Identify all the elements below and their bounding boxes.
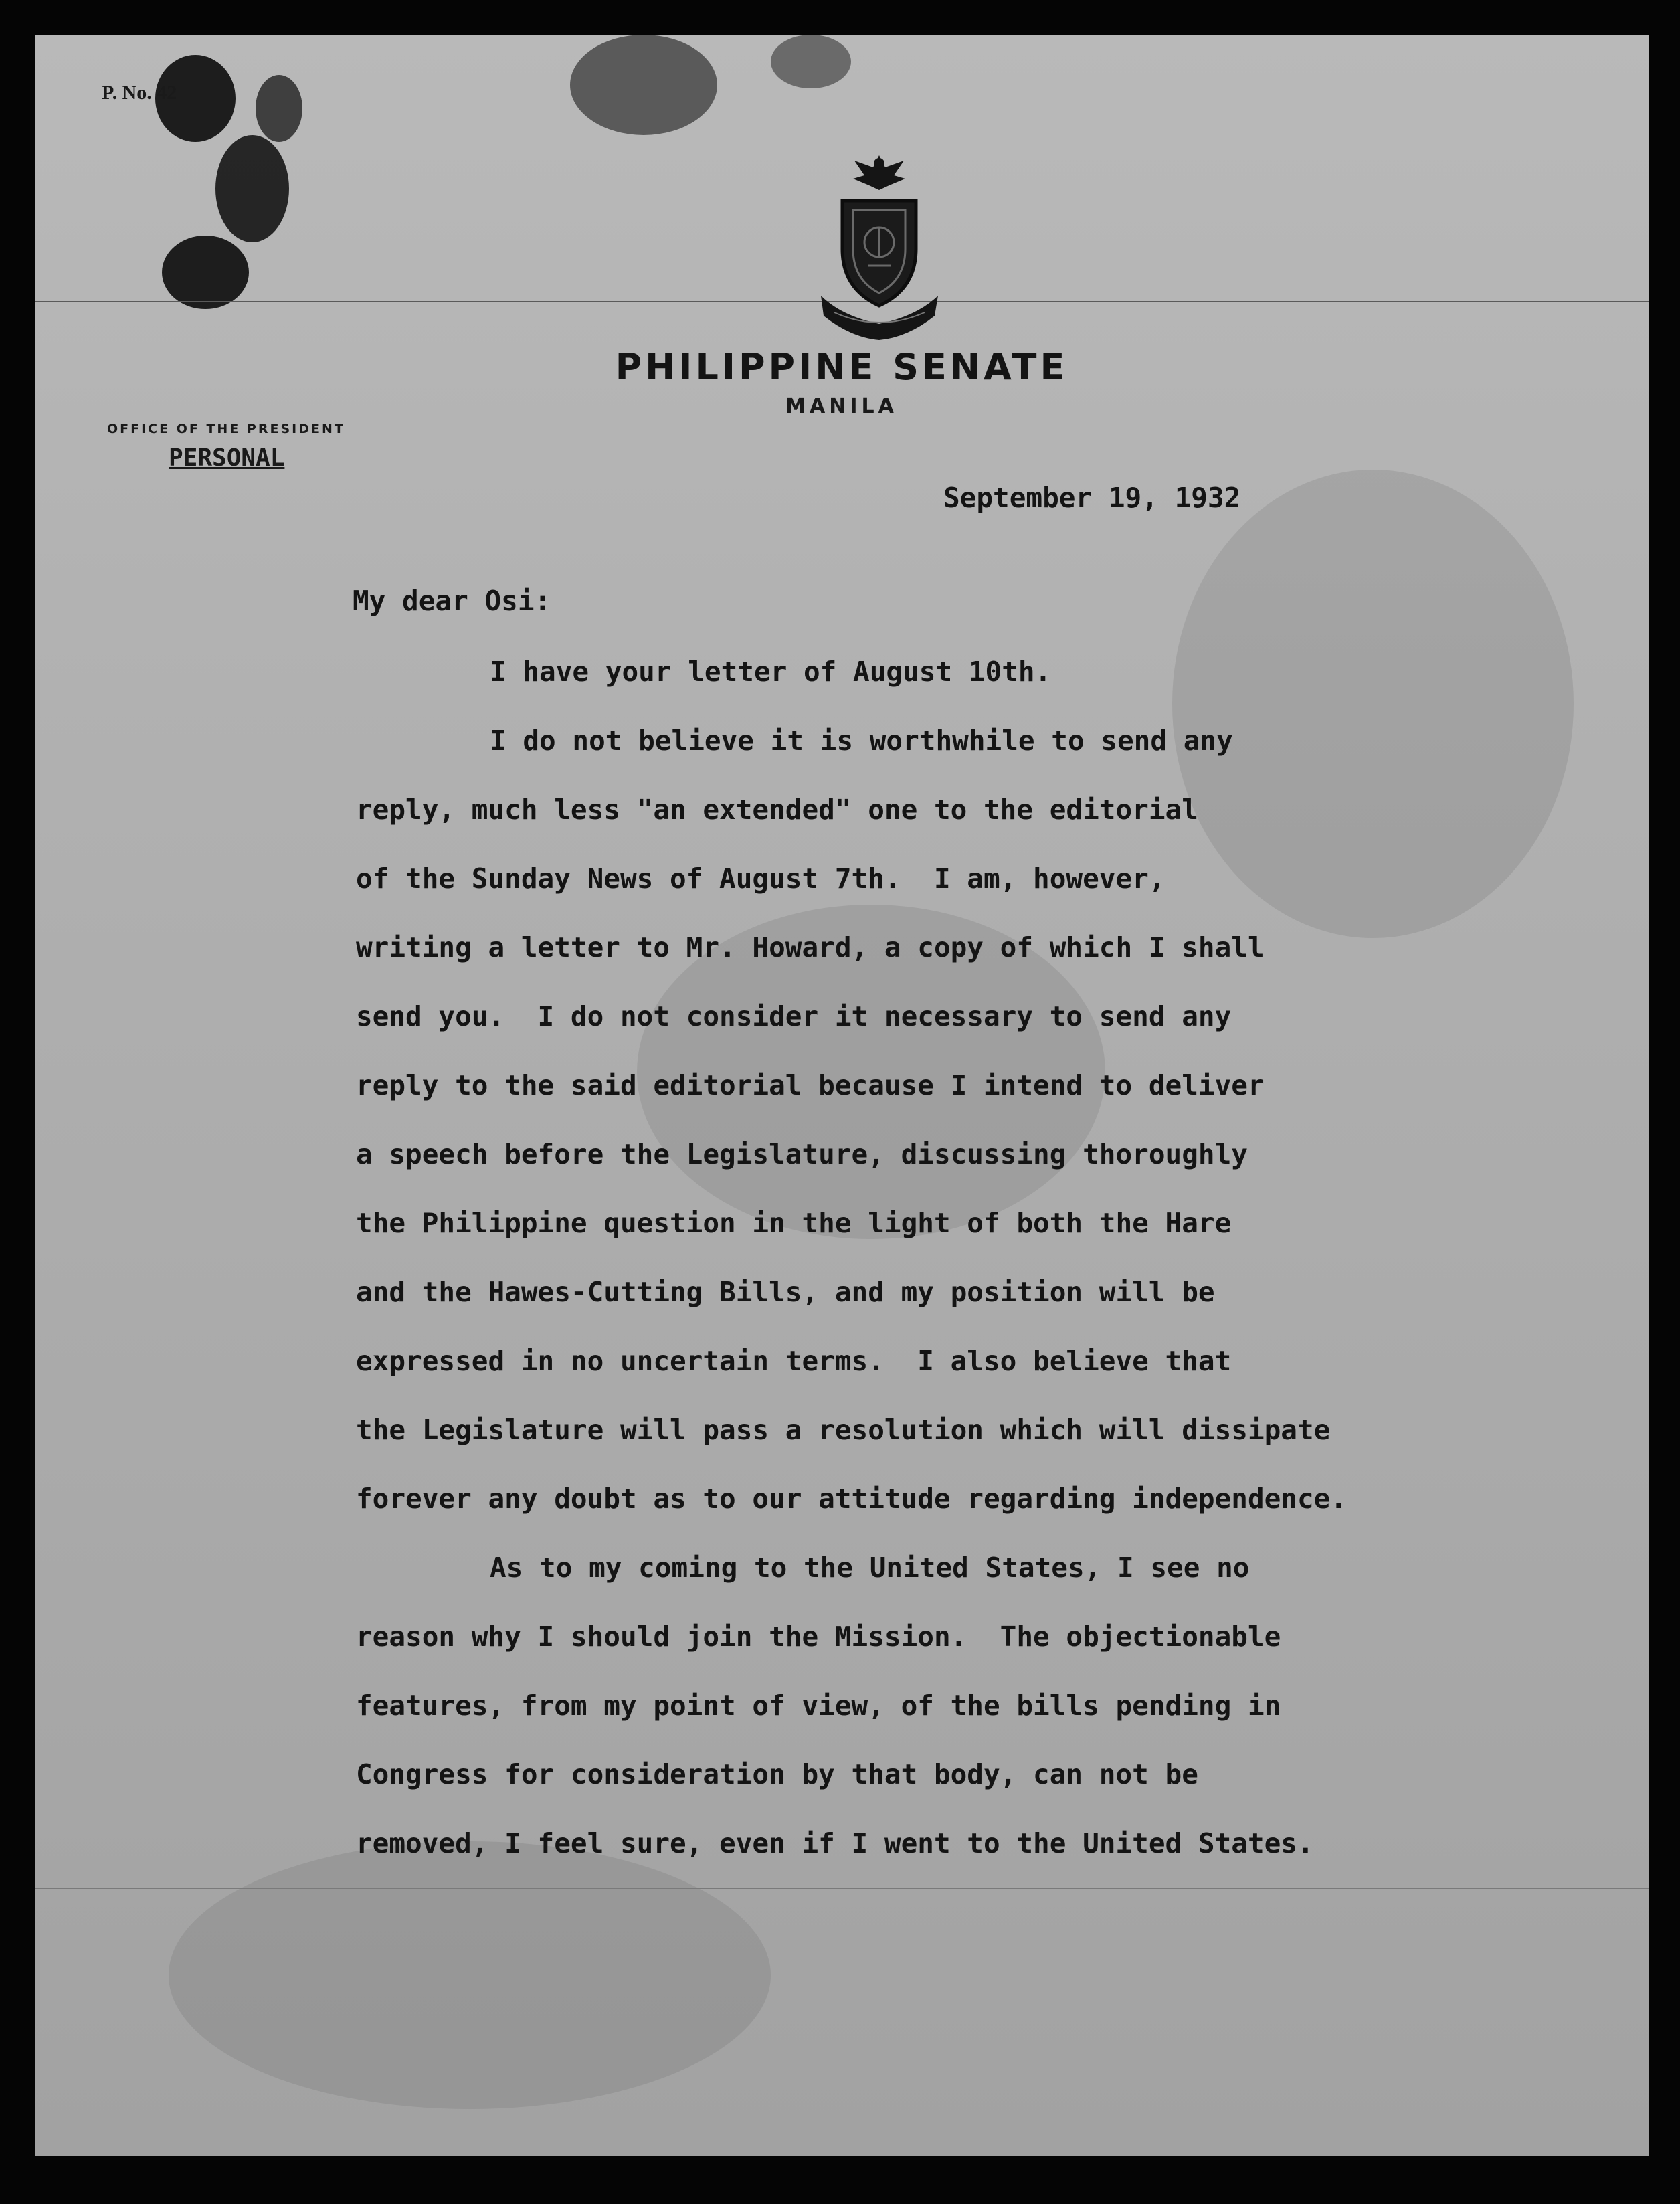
personal-marking: PERSONAL [169, 444, 285, 472]
ink-smudge [570, 35, 717, 135]
letterhead-title: PHILIPPINE SENATE [615, 346, 1068, 388]
body-line: the Philippine question in the light of both the Hare [356, 1207, 1232, 1239]
letterhead-city: MANILA [785, 395, 898, 418]
letter-sheet [35, 35, 1649, 2156]
form-number: P. No. 42 [102, 82, 177, 104]
ink-smudge [771, 35, 851, 88]
body-line: a speech before the Legislature, discussing thoroughly [356, 1138, 1248, 1170]
ink-smudge [256, 75, 302, 142]
body-line: features, from my point of view, of the bills pending in [356, 1689, 1281, 1722]
body-line: expressed in no uncertain terms. I also believe that [356, 1345, 1232, 1377]
body-line: forever any doubt as to our attitude regarding independence. [356, 1483, 1347, 1515]
body-line: Congress for consideration by that body, can not be [356, 1758, 1198, 1790]
letter-body [356, 652, 1347, 1892]
body-line: of the Sunday News of August 7th. I am, however, [356, 862, 1165, 895]
body-line: I have your letter of August 10th. [490, 656, 1052, 688]
ink-smudge [162, 236, 249, 309]
body-line: writing a letter to Mr. Howard, a copy of which I shall [356, 931, 1265, 963]
salutation: My dear Osi: [353, 585, 551, 617]
body-line: reply to the said editorial because I intend to deliver [356, 1069, 1265, 1101]
body-line: As to my coming to the United States, I see no [490, 1552, 1250, 1584]
office-label: OFFICE OF THE PRESIDENT [107, 422, 345, 436]
ink-smudge [215, 135, 289, 242]
body-line: and the Hawes-Cutting Bills, and my position will be [356, 1276, 1215, 1308]
body-line: reply, much less "an extended" one to the editorial [356, 794, 1198, 826]
body-line: removed, I feel sure, even if I went to the United States. [356, 1827, 1314, 1859]
senate-seal-icon [814, 149, 945, 343]
body-line: reason why I should join the Mission. The objectionable [356, 1621, 1281, 1653]
body-line: send you. I do not consider it necessary to send any [356, 1000, 1232, 1032]
body-line: the Legislature will pass a resolution which will dissipate [356, 1414, 1331, 1446]
letter-date: September 19, 1932 [943, 482, 1241, 514]
body-line: I do not believe it is worthwhile to send any [490, 725, 1233, 757]
